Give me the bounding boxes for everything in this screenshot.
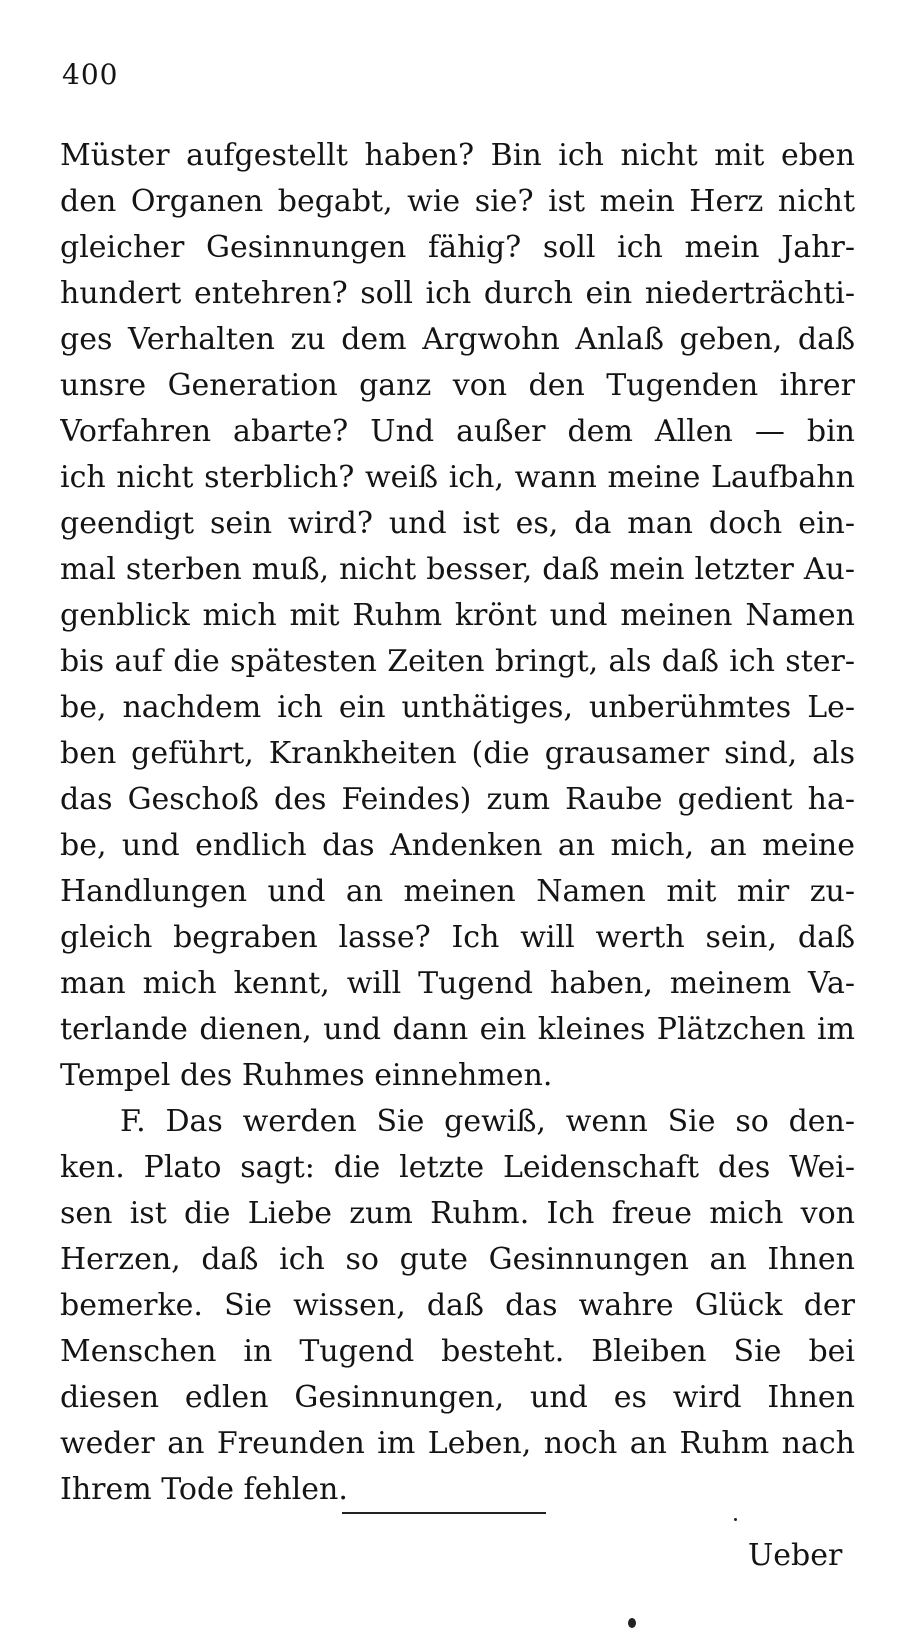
text-line: man mich kennt, will Tugend haben, meinem Va-	[60, 966, 855, 1001]
text-line: ich nicht sterblich? weiß ich, wann meine Laufbahn	[60, 460, 855, 495]
text-line-paragraph-end: Ihrem Tode fehlen.	[60, 1472, 348, 1507]
text-line-paragraph-start: F. Das werden Sie gewiß, wenn Sie so den-	[120, 1104, 855, 1139]
body-text	[60, 133, 855, 1513]
text-line: geendigt sein wird? und ist es, da man doch ein-	[60, 506, 855, 541]
text-line: gleich begraben lasse? Ich will werth sein, daß	[60, 920, 855, 955]
page-number: 400	[62, 58, 119, 91]
text-line-paragraph-end: Tempel des Ruhmes einnehmen.	[60, 1058, 553, 1093]
text-line: Müster aufgestellt haben? Bin ich nicht mit eben	[60, 138, 855, 173]
text-line: bemerke. Sie wissen, daß das wahre Glück der	[60, 1288, 855, 1323]
ink-speck	[628, 1618, 636, 1628]
text-line: diesen edlen Gesinnungen, und es wird Ihnen	[60, 1380, 855, 1415]
text-line: be, nachdem ich ein unthätiges, unberühmtes Le-	[60, 690, 855, 725]
text-line: Handlungen und an meinen Namen mit mir zu-	[60, 874, 855, 909]
ink-speck	[734, 1518, 737, 1521]
text-line: genblick mich mit Ruhm krönt und meinen Namen	[60, 598, 855, 633]
text-line: ges Verhalten zu dem Argwohn Anlaß geben, daß	[60, 322, 855, 357]
text-line: das Geschoß des Feindes) zum Raube gedient ha-	[60, 782, 855, 817]
text-line: den Organen begabt, wie sie? ist mein Herz nicht	[60, 184, 855, 219]
text-line: sen ist die Liebe zum Ruhm. Ich freue mich von	[60, 1196, 855, 1231]
text-line: be, und endlich das Andenken an mich, an meine	[60, 828, 855, 863]
catchword: Ueber	[748, 1538, 843, 1573]
text-line: bis auf die spätesten Zeiten bringt, als daß ich ster-	[60, 644, 855, 679]
text-line: Herzen, daß ich so gute Gesinnungen an Ihnen	[60, 1242, 855, 1277]
text-line: weder an Freunden im Leben, noch an Ruhm nach	[60, 1426, 855, 1461]
text-line: ben geführt, Krankheiten (die grausamer sind, als	[60, 736, 855, 771]
text-line: unsre Generation ganz von den Tugenden ihrer	[60, 368, 855, 403]
text-line: gleicher Gesinnungen fähig? soll ich mein Jahr-	[60, 230, 855, 265]
text-line: mal sterben muß, nicht besser, daß mein letzter Au-	[60, 552, 855, 587]
section-divider	[342, 1512, 546, 1514]
text-line: Vorfahren abarte? Und außer dem Allen — bin	[60, 414, 855, 449]
text-line: Menschen in Tugend besteht. Bleiben Sie bei	[60, 1334, 855, 1369]
text-line: hundert entehren? soll ich durch ein niederträchti-	[60, 276, 855, 311]
text-line: ken. Plato sagt: die letzte Leidenschaft des Wei-	[60, 1150, 855, 1185]
text-line: terlande dienen, und dann ein kleines Plätzchen im	[60, 1012, 855, 1047]
